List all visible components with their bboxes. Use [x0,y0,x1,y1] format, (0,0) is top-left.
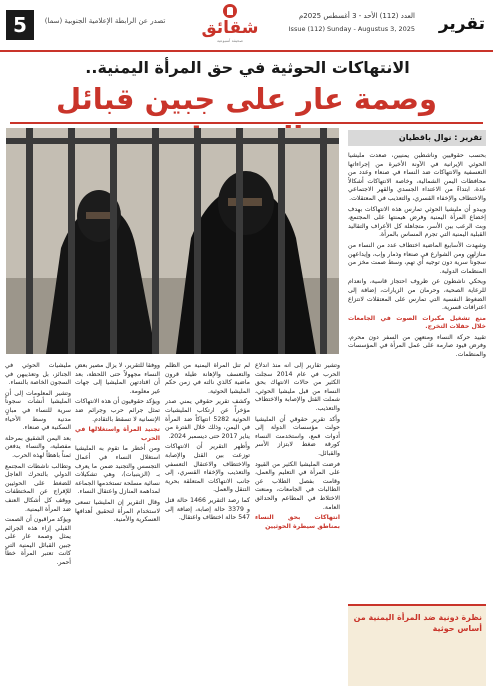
publisher-note: تصدر عن الرابطة الإعلامية الجنوبية (سما) [44,17,166,25]
paragraph: لم تنل المرأة اليمنية من الظلم والتعسف والإهانة طيلة قرون ماضية كالذي نالته في زمن حكم المليشيا الحوثية. [165,362,250,395]
photo-illustration [6,128,339,354]
article-headline: وصمة عار على جبين قبائل [55,82,437,116]
paragraph: وأظهر التقرير أن الانتهاكات توزعت بين القتل والإصابة والاختطاف والاعتقال التعسفي والتعذيب والإخفاء القسري، إلى جانب الانتهاكات المتعلقة بحرية التنقل والعمل. [165,443,250,494]
subheading: تجنيد المرأة واستغلالها في الحرب [75,426,160,442]
paragraph: ويؤكد مراقبون أن الصمت القبلي إزاء هذه الجرائم يمثل وصمة عار على جبين القبائل اليمنية التي كانت تعتبر المرأة خطاً أحمر. [5,516,71,567]
page-header [0,0,493,52]
paragraph: ويؤكد حقوقيون أن هذه الانتهاكات تمثل جرائم حرب وجرائم ضد الإنسانية لا تسقط بالتقادم. [75,398,160,423]
logo-text: شقائق [201,18,259,38]
paragraph: وأكد تقرير حقوقي أن المليشيا حولت مؤسسات الدولة إلى أدوات قمع، واستخدمت النساء كورقة ضغط لابتزاز الأسر والقبائل. [255,415,340,457]
paragraph: وكشف تقرير حقوقي يمني صدر مؤخراً عن ارتكاب المليشيات الحوثية 5282 انتهاكاً ضد المرأة في اليمن، وذلك خلال الفترة من يناير 2017 حتى ديسمبر 2024. [165,398,250,440]
article-column-3 [165,362,250,688]
article-column-4 [75,362,160,688]
article-column-2 [255,362,340,688]
women-behind-bars-photo [6,128,339,354]
issue-info-english: Issue (112) Sunday - Augustus 3, 2025 [288,25,415,33]
pull-quote-text: نظرة دونية ضد المرأة اليمنية من أساس حوثية [353,613,482,633]
paragraph: بحسب حقوقيين وناشطين يمنيين، صعدت مليشيا الحوثي الإيرانية في الآونة الأخيرة من إجراءاتها التعسفية والانتهاكات ضد النساء في صنعاء وعدد من محافظات اليمن الشمالية، وخاصة الانتهاكات أشكالاً عدة، ابتداءً من الاعتداء الجسدي والقهر الاجتماعي والاختطاف والإخفاء القسري، والتعذيب في المعتقلات. [348,152,486,202]
paragraph: وتشير المعلومات إلى أن المليشيا أنشأت سجوناً سرية للنساء في مبانٍ مدنية وسط الأحياء السكنية في صنعاء. [5,389,71,432]
issue-info-arabic: العدد (112) الأحد - 3 أغسطس 2025م [298,12,415,20]
pull-quote-box [348,604,486,686]
author-byline: تقرير : نوال باقطيان [348,130,486,146]
subheading: انتهاكات بحق النساء بمناطق سيطرة الحوثيين [255,514,340,530]
paragraph: فرضت المليشيا الكثير من القيود على المرأة في التعليم والعمل، وقامت بفصل الطلاب عن الطالبات في الجامعات، ومنعت الاختلاط في المطاعم والحدائق العامة. [255,460,340,511]
paragraph: ومن أخطر ما تقوم به المليشيا استغلال النساء في أعمال التجسس والتجنيد ضمن ما يعرف بـ (الزينبيات)، وهي تشكيلات نسائية مسلحة تستخدمها الجماعة لمداهمة المنازل واعتقال النساء. [75,445,160,496]
logo-tagline: صحيفة أسبوعية [216,38,244,43]
headline-divider [10,122,483,124]
paragraph: تقييد حركة النساء ومنعهن من السفر دون محرم، وفرض قيود صارمة على عمل المرأة في المؤسسات والمنظمات. [348,333,486,359]
article-column-1 [348,152,486,598]
paragraph: وتشير تقارير إلى أنه منذ اندلاع الحرب في عام 2014 سجلت الكثير من حالات الانتهاك بحق النساء من قبل مليشيا الحوثي، شملت القتل والإصابة والاختطاف والتعذيب. [255,362,340,412]
paragraph: وتطالب ناشطات المجتمع الدولي بالتحرك العاجل للضغط على الحوثيين للإفراج عن المختطفات ووقف كل أشكال العنف ضد المرأة اليمنية. [5,462,71,513]
section-label: تقرير [438,14,485,34]
paragraph: ويحكي ناشطون عن ظروف احتجاز قاسية، وانعدام للرعاية الصحية، وحرمان من الزيارات، إضافة إلى الضغوط النفسية التي تمارس على المعتقلات لانتزاع اعترافات قسرية. [348,278,486,312]
article-subtitle: الانتهاكات الحوثية في حق المرأة اليمنية.. [85,58,410,77]
paragraph: مليشيات الحوثي في الجنائز، بل وتعذيبهن في السجون الخاصة بالنساء. [5,362,71,387]
logo-emblem-icon [223,4,237,18]
paragraph: كما رصد التقرير 1466 حالة قتل و 3379 حالة إصابة، إضافة إلى 547 حالة اختطاف واعتقال. [165,496,250,522]
newspaper-logo [200,4,260,44]
paragraph-highlight: منع تشغيل مكبرات الصوت في الجامعات خلال حفلات التخرج. [348,314,486,331]
paragraph: وشهدت الأسابيع الماضية اختطاف عدد من النساء من منازلهن ومن الشوارع في صنعاء وذمار وإب، وإيداعهن سجوناً سرية دون توجيه أي تهم، وسط صمت مخز من المنظمات الدولية. [348,241,486,275]
paragraph: ويبدو أن مليشيا الحوثي تمارس هذه الانتهاكات بهدف إخضاع المرأة اليمنية وفرض هيمنتها على المجتمع، وبث الرعب بين الأسر، متجاهلة كل الأعراف والتقاليد القبلية اليمنية التي تجرم المساس بالمرأة. [348,205,486,239]
paragraph: وقال التقرير إن المليشيا تسعى لاستخدام المرأة لتحقيق أهدافها العسكرية والأمنية. [75,498,160,524]
article-column-5 [5,362,71,688]
paragraph: بعد اليمن الشقيق بمرحلة مفصلية، والنساء يدفعن ثمناً باهظاً لهذه الحرب. [5,434,71,459]
paragraph: ووفقاً للتقرير، لا يزال مصير بعض النساء مجهولاً حتى اللحظة، بعد أن اقتادتهن المليشيا إلى جهات غير معلومة. [75,362,160,395]
page-number: 5 [6,10,34,40]
